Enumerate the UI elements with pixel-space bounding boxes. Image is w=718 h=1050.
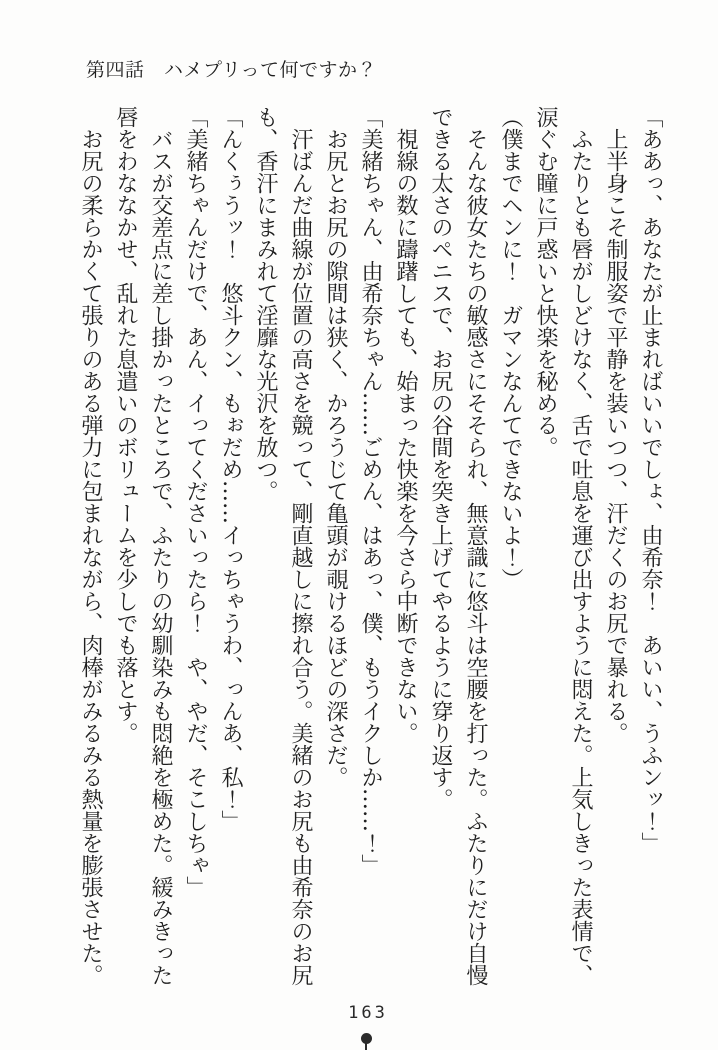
narration-paragraph: そんな彼女たちの敏感さにそそられ、無意識に悠斗は空腰を打った。ふたりにだけ自慢できる太さのペニスで、お尻の谷間を突き上げてやるように穿り返す。 — [428, 106, 488, 986]
chapter-heading: 第四話 ハメプリって何ですか？ — [86, 59, 377, 81]
narration-paragraph: 上半身こそ制服姿で平静を装いつつ、汗だくのお尻で暴れる。 — [603, 128, 628, 744]
page-number: 163 — [348, 1003, 388, 1023]
dialogue-paragraph: 「ああっ、あなたが止まればいいでしょ、由希奈！ あいい、うふンッ！」 — [638, 106, 663, 854]
narration-paragraph: お尻とお尻の隙間は狭く、かろうじて亀頭が覗けるほどの深さだ。 — [323, 128, 348, 788]
dialogue-paragraph: 「んくぅうッ！ 悠斗クン、もぉだめ……イっちゃうわ、っんあ、私！」 — [218, 106, 243, 832]
narration-paragraph: 視線の数に躊躇しても、始まった快楽を今さら中断できない。 — [393, 128, 418, 744]
narration-paragraph: バスが交差点に差し掛かったところで、ふたりの幼馴染みも悶絶を極めた。緩みきった唇をわななかせ、乱れた息遣いのボリュームを少しでも落とす。 — [113, 106, 173, 986]
text-body — [73, 106, 668, 990]
click-marker — [360, 1033, 372, 1050]
thought-paragraph: （僕までヘンに！ ガマンなんてできないよ！） — [498, 106, 523, 590]
dialogue-paragraph: 「美緒ちゃん、由希奈ちゃん……ごめん、はあっ、僕、もうイクしか……！」 — [358, 106, 383, 876]
narration-paragraph: 汗ばんだ曲線が位置の高さを競って、剛直越しに擦れ合う。美緒のお尻も由希奈のお尻も、香汗にまみれて淫靡な光沢を放つ。 — [253, 106, 313, 986]
dialogue-paragraph: 「美緒ちゃんだけで、あん、イってくださいったら！ や、やだ、そこしちゃ」 — [183, 106, 208, 898]
narration-paragraph: お尻の柔らかくて張りのある弾力に包まれながら、肉棒がみるみる熱量を膨張させた。 — [78, 128, 103, 986]
marker-stem — [365, 1043, 367, 1050]
narration-paragraph: ふたりとも唇がしどけなく、舌で吐息を運び出すように悶えた。上気しきった表情で、涙ぐむ瞳に戸惑いと快楽を秘める。 — [533, 106, 593, 986]
